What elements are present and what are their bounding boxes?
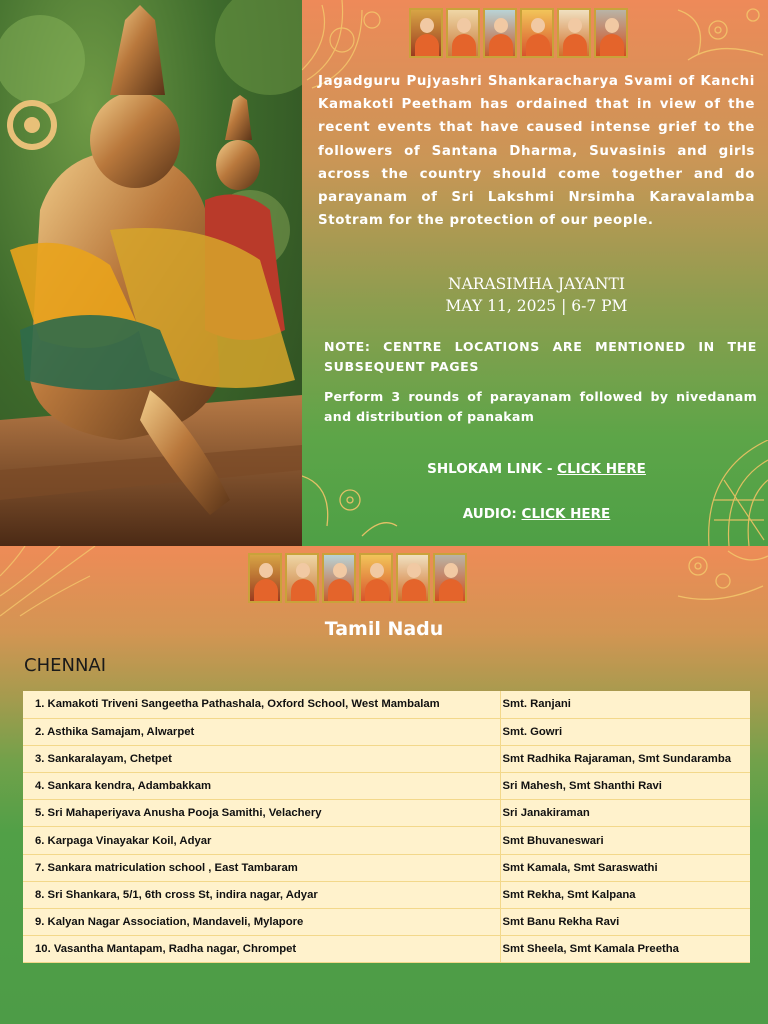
table-row xyxy=(23,854,750,881)
audio-link-label: AUDIO: xyxy=(462,506,522,522)
acharya-portrait xyxy=(285,553,319,603)
table-row xyxy=(23,745,750,772)
centre-location: 1. Kamakoti Triveni Sangeetha Pathashala, Oxford School, West Mambalam xyxy=(23,691,500,718)
table-row xyxy=(23,827,750,854)
centre-location: 8. Sri Shankara, 5/1, 6th cross St, indira nagar, Adyar xyxy=(23,881,500,908)
acharya-portrait xyxy=(520,8,554,58)
centre-coordinator: Smt Bhuvaneswari xyxy=(500,827,750,854)
acharya-portraits-middle xyxy=(248,553,467,603)
intro-paragraph: Jagadguru Pujyashri Shankaracharya Svami of Kanchi Kamakoti Peetham has ordained that in view of the recent events that have caused intense grief to the followers of Santana Dharma, Suvasinis and girls across the country should come together and do parayanam of Sri Lakshmi Nrsimha Karavalamba Stotram for the protection of our people. xyxy=(318,74,755,229)
centre-coordinator: Smt Banu Rekha Ravi xyxy=(500,909,750,936)
city-heading: CHENNAI xyxy=(24,655,107,676)
acharya-portrait xyxy=(433,553,467,603)
parayanam-instruction: Perform 3 rounds of parayanam followed by nivedanam and distribution of panakam xyxy=(324,389,757,424)
table-row xyxy=(23,691,750,718)
centre-location: 5. Sri Mahaperiyava Anusha Pooja Samithi, Velachery xyxy=(23,800,500,827)
acharya-portrait xyxy=(446,8,480,58)
event-heading xyxy=(318,273,755,317)
centre-coordinator: Smt. Gowri xyxy=(500,718,750,745)
centre-location: 3. Sankaralayam, Chetpet xyxy=(23,745,500,772)
acharya-portrait xyxy=(248,553,282,603)
centre-coordinator: Smt Radhika Rajaraman, Smt Sundaramba xyxy=(500,745,750,772)
idol-illustration xyxy=(0,0,302,546)
acharya-portrait xyxy=(557,8,591,58)
table-row xyxy=(23,909,750,936)
centre-locations-note: NOTE: CENTRE LOCATIONS ARE MENTIONED IN THE SUBSEQUENT PAGES xyxy=(324,339,757,374)
corner-ornament-section-right xyxy=(668,546,768,616)
acharya-portrait xyxy=(359,553,393,603)
shlokam-link-label: SHLOKAM LINK - xyxy=(427,461,558,477)
narasimha-idol-image xyxy=(0,0,302,546)
acharya-portrait xyxy=(594,8,628,58)
centre-location: 2. Asthika Samajam, Alwarpet xyxy=(23,718,500,745)
table-row xyxy=(23,773,750,800)
acharya-portrait xyxy=(396,553,430,603)
centre-coordinator: Sri Mahesh, Smt Shanthi Ravi xyxy=(500,773,750,800)
centre-coordinator: Smt Rekha, Smt Kalpana xyxy=(500,881,750,908)
table-row xyxy=(23,881,750,908)
centre-coordinator: Smt Sheela, Smt Kamala Preetha xyxy=(500,936,750,963)
corner-ornament-section-left xyxy=(0,546,100,626)
audio-link-line xyxy=(318,506,755,522)
centre-location: 6. Karpaga Vinayakar Koil, Adyar xyxy=(23,827,500,854)
acharya-portrait xyxy=(409,8,443,58)
centre-location: 10. Vasantha Mantapam, Radha nagar, Chrompet xyxy=(23,936,500,963)
shlokam-link-line xyxy=(318,461,755,477)
centre-coordinator: Sri Janakiraman xyxy=(500,800,750,827)
event-date-time: MAY 11, 2025 | 6-7 PM xyxy=(445,297,628,315)
table-row xyxy=(23,936,750,963)
centre-location: 7. Sankara matriculation school , East Tambaram xyxy=(23,854,500,881)
centre-coordinator: Smt. Ranjani xyxy=(500,691,750,718)
corner-ornament-top-right xyxy=(668,0,768,80)
event-name: NARASIMHA JAYANTI xyxy=(448,275,625,293)
corner-ornament-bottom-right xyxy=(694,440,768,546)
state-heading: Tamil Nadu xyxy=(324,618,444,640)
centres-table xyxy=(23,691,750,963)
centre-location: 4. Sankara kendra, Adambakkam xyxy=(23,773,500,800)
acharya-portraits-top xyxy=(409,8,628,58)
centre-coordinator: Smt Kamala, Smt Saraswathi xyxy=(500,854,750,881)
acharya-portrait xyxy=(483,8,517,58)
table-row xyxy=(23,718,750,745)
acharya-portrait xyxy=(322,553,356,603)
shlokam-link[interactable]: CLICK HERE xyxy=(557,461,646,477)
audio-link[interactable]: CLICK HERE xyxy=(521,506,611,522)
table-row xyxy=(23,800,750,827)
centre-location: 9. Kalyan Nagar Association, Mandaveli, Mylapore xyxy=(23,909,500,936)
